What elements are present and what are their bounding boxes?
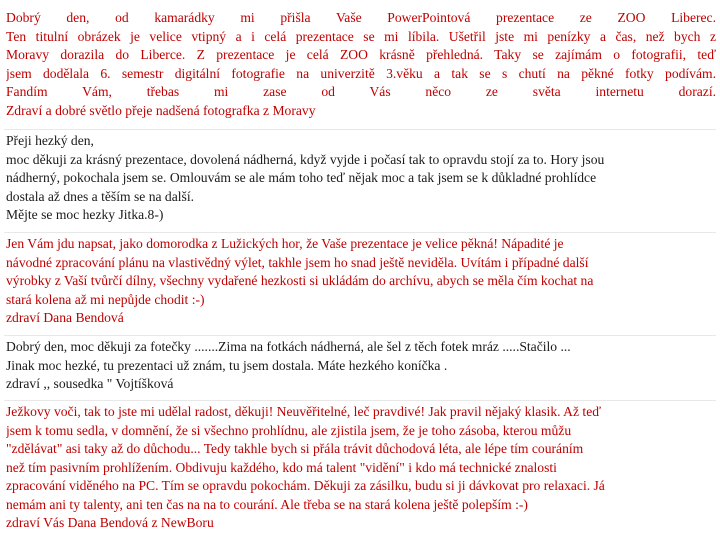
message-line: zdraví Dana Bendová [6,310,124,325]
message-3 [6,235,716,328]
message-line: Moravy dorazila do Liberce. Z prezentace je celá ZOO krásně přehledná. Taky se zajímám o fotografii, teď [6,47,716,62]
message-line: Dobrý den, od kamarádky mi přišla Vaše PowerPointová prezentace ze ZOO Liberec. [6,10,716,25]
message-line: zpracování viděného na PC. Tím se opravdu pokochám. Děkuji za zásilku, budu si ji dávkovat pro relaxaci. Já [6,478,605,493]
divider [4,129,716,130]
message-line: moc děkuji za krásný prezentace, dovolená nádherná, když vyjde i počasí tak to opravdu stojí za to. Hory jsou [6,151,605,167]
message-line: Zdraví a dobré světlo přeje nadšená fotografka z Moravy [6,102,316,118]
message-4 [6,338,716,394]
message-5 [6,403,716,533]
divider [4,232,716,233]
message-line: nádherný, pokochala jsem se. Omlouvám se ale mám toho teď nějak moc a tak jsem se k důkladné prohlídce [6,170,597,185]
message-line: Jinak moc hezké, tu prezentaci už znám, tu jsem dostala. Máte hezkého koníčka . [6,357,448,373]
message-1 [6,9,716,120]
message-line: Ježkovy voči, tak to jste mi udělal radost, děkuji! Neuvěřitelné, leč pravdivé! Jak pravil nějaký klasik. Až teď [6,404,602,419]
message-line: zdraví ,, sousedka " Vojtíšková [6,376,174,391]
message-line: Přeji hezký den, [6,133,94,148]
message-line: výrobky z Vaší tvůrčí dílny, všechny vydařené hezkosti si ukládám do archívu, abych se měla čím kochat na [6,273,594,288]
message-line: "zdělávat" asi taky až do důchodu... Tedy takhle bych si přála trávit důchodová léta, ale lépe tím couráním [6,441,584,456]
message-line: Fandím Vám, třebas mi zase od Vás něco ze světa internetu dorazí. [6,84,716,99]
message-line: jsem k tomu sedla, v domnění, že si všechno prohlídnu, ale zjistila jsem, že je toho zásoba, kterou můžu [6,422,572,438]
message-line: stará kolena až mi nepůjde chodit :-) [6,291,205,307]
message-line: jsem dodělala 6. semestr digitální fotografie na univerzitě 3.věku a tak se s chutí na pěkné fotky podívám. [6,65,716,81]
message-line: než tím pasivním prohlížením. Obdivuju každého, kdo má talent "vidění" i kdo má technické znalosti [6,459,557,475]
message-2 [6,132,716,225]
message-line: Ten titulní obrázek je velice vtipný a i celá prezentace se mi líbila. Ušetřil jste mi penízky a čas, než bych z [6,28,716,44]
message-line: Jen Vám jdu napsat, jako domorodka z Lužických hor, že Vaše prezentace je velice pěkná! Nápadité je [6,236,564,251]
divider [4,335,716,336]
message-line: nemám ani ty talenty, ani ten čas na na to courání. Ale třeba se na stará kolena ještě polepším :-) [6,496,528,512]
message-line: Mějte se moc hezky Jitka.8-) [6,207,164,222]
message-line: Dobrý den, moc děkuji za fotečky .......Zima na fotkách nádherná, ale šel z těch fotek mráz .....Stačilo ... [6,339,571,354]
message-line: zdraví Vás Dana Bendová z NewBoru [6,515,214,530]
divider [4,400,716,401]
message-line: návodné zpracování plánu na vlastivědný výlet, takhle jsem ho snad ještě neviděla. Uvítám i případné další [6,254,589,270]
message-line: dostala až dnes a těším se na další. [6,188,194,204]
